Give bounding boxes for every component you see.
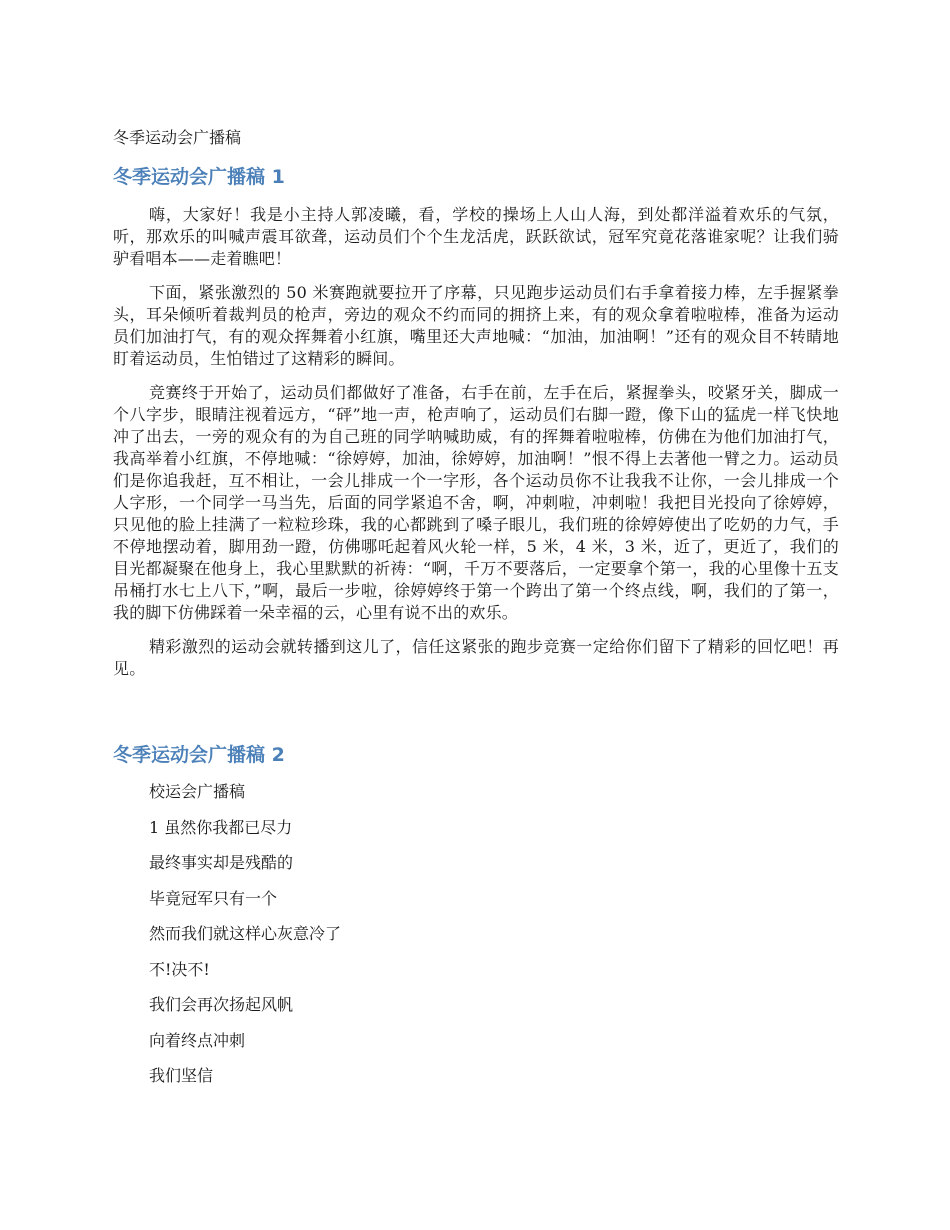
- poem-line: 向着终点冲刺: [149, 1030, 246, 1050]
- poem-line: 1 虽然你我都已尽力: [149, 817, 293, 837]
- poem-line: 然而我们就这样心灰意冷了: [149, 924, 342, 943]
- document-title: 冬季运动会广播稿: [113, 128, 242, 147]
- poem-line: 我们会再次扬起风帆: [149, 995, 294, 1014]
- section-2-body: [113, 781, 839, 1101]
- poem-line: 毕竟冠军只有一个: [149, 888, 278, 908]
- paragraph: 竞赛终于开始了，运动员们都做好了准备，右手在前，左手在后，紧握拳头，咬紧牙关，脚成一个八字步，眼睛注视着远方，“砰”地一声，枪声响了，运动员们右脚一蹬，像下山的猛虎一样飞快地冲了出去，一旁的观众有的为自己班的同学呐喊助威，有的挥舞着啦啦棒，仿佛在为他们加油打气，我高举着小红旗，不停地喊：“徐婷婷，加油，徐婷婷，加油啊！”恨不得上去著他一臂之力。运动员们是你追我赶，互不相让，一会儿排成一个一字形，各个运动员你不让我我不让你，一会儿排成一个人字形，一个同学一马当先，后面的同学紧追不舍，啊，冲刺啦，冲刺啦！我把目光投向了徐婷婷，只见他的脸上挂满了一粒粒珍珠，我的心都跳到了嗓子眼儿，我们班的徐婷婷使出了吃奶的力气，手不停地摆动着，脚用劲一蹬，仿佛哪吒起着风火轮一样，5 米，4 米，3 米，近了，更近了，我们的目光都凝聚在他身上，我心里默默的祈祷：“啊，千万不要落后，一定要拿个第一，我的心里像十五支吊桶打水七上八下，”啊，最后一步啦，徐婷婷终于第一个跨出了第一个终点线，啊，我们的了第一，我的脚下仿佛踩着一朵幸福的云，心里有说不出的欢乐。: [113, 383, 839, 622]
- section-2-heading: 冬季运动会广播稿 2: [113, 744, 285, 766]
- paragraph: 下面，紧张激烈的 50 米赛跑就要拉开了序幕，只见跑步运动员们右手拿着接力棒，左手握紧拳头，耳朵倾听着裁判员的枪声，旁边的观众不约而同的拥挤上来，有的观众拿着啦啦棒，准备为运动员们加油打气，有的观众挥舞着小红旗，嘴里还大声地喊：“加油，加油啊！”还有的观众目不转睛地盯着运动员，生怕错过了这精彩的瞬间。: [113, 283, 839, 368]
- poem-line: 不!决不!: [149, 959, 210, 979]
- poem-line: 校运会广播稿: [149, 782, 246, 801]
- paragraph: 精彩激烈的运动会就转播到这儿了，信任这紧张的跑步竞赛一定给你们留下了精彩的回忆吧！再见。: [113, 637, 839, 678]
- section-1-heading: 冬季运动会广播稿 1: [113, 166, 285, 188]
- section-1-body: [113, 204, 839, 692]
- poem-line: 我们坚信: [149, 1066, 214, 1085]
- poem-line: 最终事实却是残酷的: [149, 853, 294, 872]
- paragraph: 嗨，大家好！我是小主持人郭凌曦，看，学校的操场上人山人海，到处都洋溢着欢乐的气氛，听，那欢乐的叫喊声震耳欲聋，运动员们个个生龙活虎，跃跃欲试，冠军究竟花落谁家呢？让我们骑驴看唱本——走着瞧吧！: [113, 205, 839, 268]
